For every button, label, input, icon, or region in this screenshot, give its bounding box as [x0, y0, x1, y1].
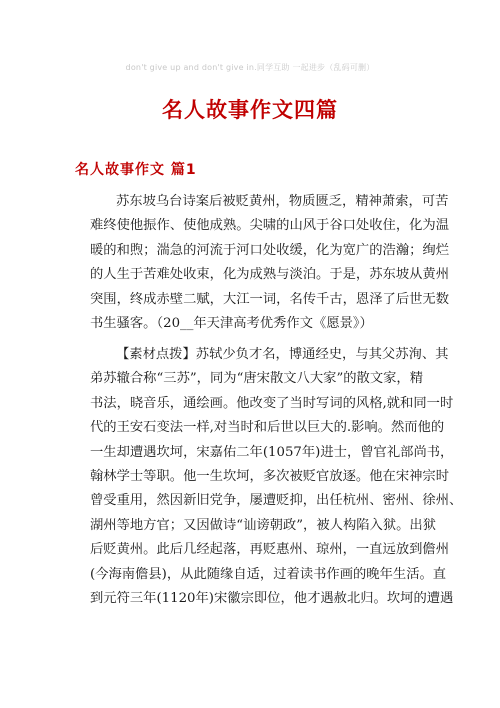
paragraph-line: 曾受重用，然因新旧党争，屡遭贬抑，出任杭州、密州、徐州、 — [90, 493, 463, 509]
section-heading: 名人故事作文 篇1 — [75, 162, 197, 178]
paragraph-line: 难终使他振作、使他成熟。尖啸的山风于谷口处收住，化为温 — [90, 218, 450, 234]
paragraph-1 — [90, 190, 450, 336]
paragraph-line: 【素材点拨】苏轼少负才名，博通经史，与其父苏洵、其 — [116, 347, 449, 362]
paragraph-line: 到元符三年(1120年)宋徽宗即位，他才遇赦北归。坎坷的遭遇 — [90, 590, 454, 606]
paragraph-line: 苏东坡乌台诗案后被贬黄州，物质匮乏，精神萧索，可苦 — [116, 194, 449, 209]
paragraph-line: 书法，晓音乐，通绘画。他改变了当时写词的风格,就和同一时 — [90, 395, 454, 411]
paragraph-line: 暖的和煦；湍急的河流于河口处收缓，化为宽广的浩瀚；绚烂 — [90, 242, 450, 258]
header-tagline: don't give up and don't give in.同学互助 一起进步（乱码可删） — [125, 63, 375, 72]
paragraph-line: 的人生于苦难处收束，化为成熟与淡泊。于是，苏东坡从黄州 — [90, 267, 450, 283]
document-title: 名人故事作文四篇 — [162, 98, 338, 122]
paragraph-line: 翰林学士等职。他一生坎坷，多次被贬官放逐。他在宋神宗时 — [90, 468, 450, 484]
paragraph-line: (今海南儋县)，从此随缘自适，过着读书作画的晚年生活。直 — [90, 566, 447, 582]
paragraph-line: 湖州等地方官；又因做诗“讪谤朝政”，被人构陷入狱。出狱 — [90, 517, 437, 533]
paragraph-line: 书生骚客。（20__年天津高考优秀作文《愿景》） — [90, 315, 373, 331]
paragraph-line: 一生却遭遇坎坷，宋嘉佑二年(1057年)进士，曾官礼部尚书， — [90, 444, 454, 460]
paragraph-line: 突围，终成赤壁二赋，大江一词，名传千古，恩泽了后世无数 — [90, 291, 450, 307]
paragraph-line: 代的王安石变法一样,对当时和后世以巨大的.影响。然而他的 — [90, 420, 445, 436]
paragraph-line: 后贬黄州。此后几经起落，再贬惠州、琼州，一直远放到儋州 — [90, 542, 450, 558]
paragraph-line: 弟苏辙合称“三苏”，同为“唐宋散文八大家”的散文家，精 — [90, 371, 424, 387]
paragraph-2 — [90, 343, 463, 611]
